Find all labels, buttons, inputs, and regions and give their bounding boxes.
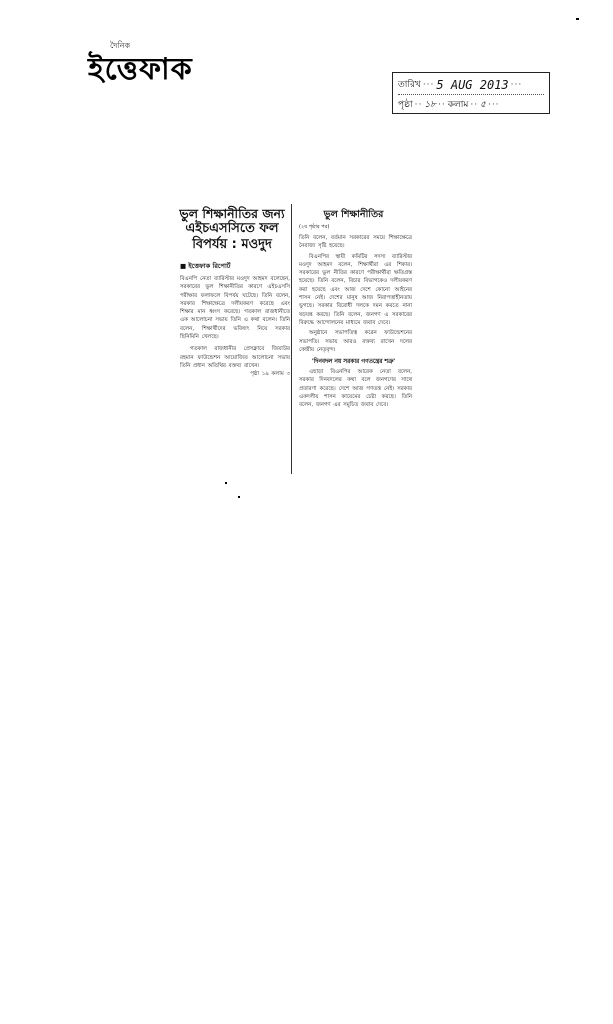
stamp-column-label: কলাম — [447, 100, 469, 110]
article-subheading: 'দিনবদল নয় সরকার গণতন্ত্রের শত্রু' — [311, 359, 396, 366]
scan-speck — [576, 18, 579, 20]
article-headline-line2: এইচএসসিতে ফল বিপর্যয় : মওদুদ — [185, 221, 279, 252]
date-stamp — [392, 72, 550, 114]
article-reporter: ■ ইত্তেফাক রিপোর্ট — [180, 262, 231, 270]
stamp-dots: ·· — [414, 99, 423, 110]
stamp-page-row — [398, 95, 544, 114]
stamp-date-label: তারিখ — [398, 80, 421, 90]
stamp-dots: ··· — [510, 79, 523, 90]
article-paragraph: গতকাল রাজধানীর প্রেসক্লাবে জিয়াউর রহমান ফাউন্ডেশন আয়োজিত আলোচনা সভায় তিনি প্রধান অতিথির বক্তব্য রাখেন। — [180, 346, 290, 369]
stamp-page-value: ১৮ — [424, 100, 437, 110]
article-paragraph: অনুষ্ঠানে সভাপতিত্ব করেন ফাউন্ডেশনের সভাপতি। সভায় আরও বক্তব্য রাখেন দলের কেন্দ্রীয় নেতৃবৃন্দ। — [299, 330, 412, 353]
article-headline-line1: ভুল শিক্ষানীতির জন্য — [179, 206, 285, 221]
article-left-column — [168, 204, 290, 379]
article-paragraph: বিএনপি নেতা ব্যারিস্টার মওদুদ আহমদ বলেছেন, সরকারের ভুল শিক্ষানীতির কারণে এইচএসসি পরীক্ষার ফলাফলে বিপর্যয় ঘটেছে। তিনি বলেন, সরকার শিক্ষাক্ষেত্রে দলীয়করণ করেছে এবং শিক্ষার মান ধ্বংস করেছে। গতকাল রাজধানীতে এক আলোচনা সভায় তিনি এ কথা বলেন। তিনি বলেন, শিক্ষার্থীদের ভবিষ্যৎ নিয়ে সরকার ছিনিমিনি খেলছে। — [180, 276, 290, 341]
stamp-dots: ··· — [487, 99, 500, 110]
newspaper-masthead — [88, 40, 238, 87]
stamp-dots: ·· — [470, 99, 479, 110]
column-divider — [291, 204, 292, 474]
stamp-column-value: ৫ — [480, 100, 486, 110]
continued-headline: ভুল শিক্ষানীতির — [323, 209, 384, 220]
stamp-dots: ··· — [422, 79, 435, 90]
article-right-column — [295, 204, 412, 410]
article-clipping — [168, 204, 412, 554]
masthead-tagline: দৈনিক — [110, 41, 131, 50]
masthead-name: ইত্তেফাক — [88, 52, 193, 87]
article-paragraph: বিএনপির স্থায়ী কমিটির সদস্য ব্যারিস্টার মওদুদ আহমদ বলেন, শিক্ষার্থীরা এর শিকার। সরকারের ভুল নীতির কারণে পরীক্ষার্থীরা ক্ষতিগ্রস্ত হয়েছে। তিনি বলেন, বিচার বিভাগকেও দলীয়করণ করা হয়েছে এবং আজ দেশে কোনো আইনের শাসন নেই। দেশের মানুষ আজ নিরাপত্তাহীনতায় ভুগছে। সরকার বিরোধী দলকে দমন করতে নানা ষড়যন্ত্র করছে। তিনি বলেন, জনগণ এ সরকারের বিরুদ্ধে আন্দোলনের মাধ্যমে জবাব দেবে। — [299, 253, 412, 326]
stamp-date-row — [398, 75, 544, 95]
article-continued-note: পৃষ্ঠা ১৯ কলাম ৩ — [250, 371, 290, 378]
article-paragraph: এছাড়া বিএনপির আরেক নেতা বলেন, সরকার দিনবদলের কথা বলে জনগণের সাথে প্রতারণা করেছে। দেশে আজ গণতন্ত্র নেই। সরকার একদলীয় শাসন কায়েমের চেষ্টা করছে। তিনি বলেন, জনগণ এর সমুচিত জবাব দেবে। — [299, 369, 412, 409]
continued-from-note: (২য় পৃষ্ঠার পর) — [299, 224, 330, 230]
article-paragraph: তিনি বলেন, বর্তমান সরকারের সময়ে শিক্ষাক্ষেত্রে নৈরাজ্য সৃষ্টি হয়েছে। — [299, 235, 412, 250]
stamp-page-label: পৃষ্ঠা — [398, 100, 413, 110]
stamp-date-value: 5 AUG 2013 — [436, 77, 509, 92]
stamp-dots: ·· — [438, 99, 446, 110]
